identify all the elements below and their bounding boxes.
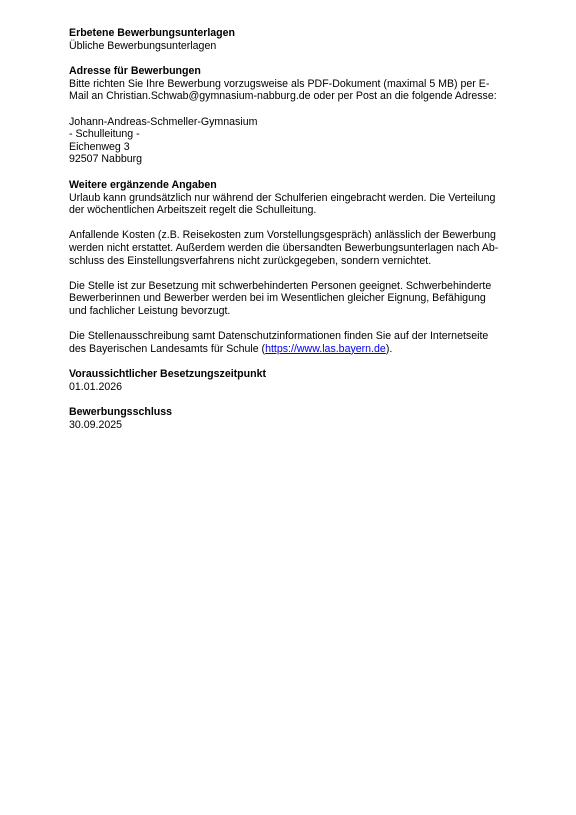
address-intro-line: Bitte richten Sie Ihre Bewerbung vorzugsweise als PDF-Dokument (maximal 5 MB) per E- <box>69 77 490 90</box>
address-line: Johann-Andreas-Schmeller-Gymnasium <box>69 115 258 128</box>
address-line: Eichenweg 3 <box>69 140 130 153</box>
section-heading: Weitere ergänzende Angaben <box>69 178 217 191</box>
link-prefix-text: des Bayerischen Landesamts für Schule ( <box>69 342 266 355</box>
section-heading: Bewerbungsschluss <box>69 406 173 419</box>
section-application-address <box>69 65 519 166</box>
paragraph-line: schluss des Einstellungsverfahrens nicht zurückgegeben, sondern vernichtet. <box>69 254 432 267</box>
section-additional-info <box>69 179 519 355</box>
postal-address <box>69 116 519 166</box>
link-suffix-text: ). <box>385 342 393 355</box>
start-date-value: 01.01.2026 <box>69 380 123 393</box>
section-heading: Voraussichtlicher Besetzungszeitpunkt <box>69 368 267 381</box>
section-deadline <box>69 406 519 431</box>
paragraph-line: der wöchentlichen Arbeitszeit regelt die Schulleitung. <box>69 204 317 217</box>
address-intro-line: Mail an Christian.Schwab@gymnasium-nabburg.de oder per Post an die folgende Adresse: <box>69 90 497 103</box>
section-requested-documents <box>69 27 519 52</box>
section-heading: Erbetene Bewerbungsunterlagen <box>69 27 236 39</box>
section-start-date <box>69 368 519 393</box>
paragraph-line: Urlaub kann grundsätzlich nur während der Schulferien eingebracht werden. Die Verteilung <box>69 191 496 204</box>
paragraph-line: Die Stellenausschreibung samt Datenschutzinformationen finden Sie auf der Internetseite <box>69 330 489 343</box>
paragraph-line <box>69 343 519 356</box>
paragraph-disability <box>69 280 519 318</box>
deadline-value: 30.09.2025 <box>69 419 123 432</box>
paragraph-line: Die Stelle ist zur Besetzung mit schwerbehinderten Personen geeignet. Schwerbehinderte <box>69 279 492 292</box>
paragraph-line: werden nicht erstattet. Außerdem werden die übersandten Bewerbungsunterlagen nach Ab- <box>69 241 499 254</box>
paragraph-line: Bewerberinnen und Bewerber werden bei im Wesentlichen gleicher Eignung, Befähigung <box>69 292 486 305</box>
address-line: 92507 Nabburg <box>69 153 143 166</box>
paragraph-costs <box>69 229 519 267</box>
address-line: - Schulleitung - <box>69 128 140 141</box>
section-text: Übliche Bewerbungsunterlagen <box>69 39 217 52</box>
paragraph-vacation <box>69 192 519 217</box>
section-heading: Adresse für Bewerbungen <box>69 65 201 78</box>
paragraph-privacy <box>69 330 519 355</box>
paragraph-line: Anfallende Kosten (z.B. Reisekosten zum Vorstellungsgespräch) anlässlich der Bewerbung <box>69 229 496 242</box>
document-page <box>69 27 519 445</box>
paragraph-line: und fachlicher Leistung bevorzugt. <box>69 304 231 317</box>
las-website-link[interactable]: https://www.las.bayern.de <box>265 342 386 355</box>
